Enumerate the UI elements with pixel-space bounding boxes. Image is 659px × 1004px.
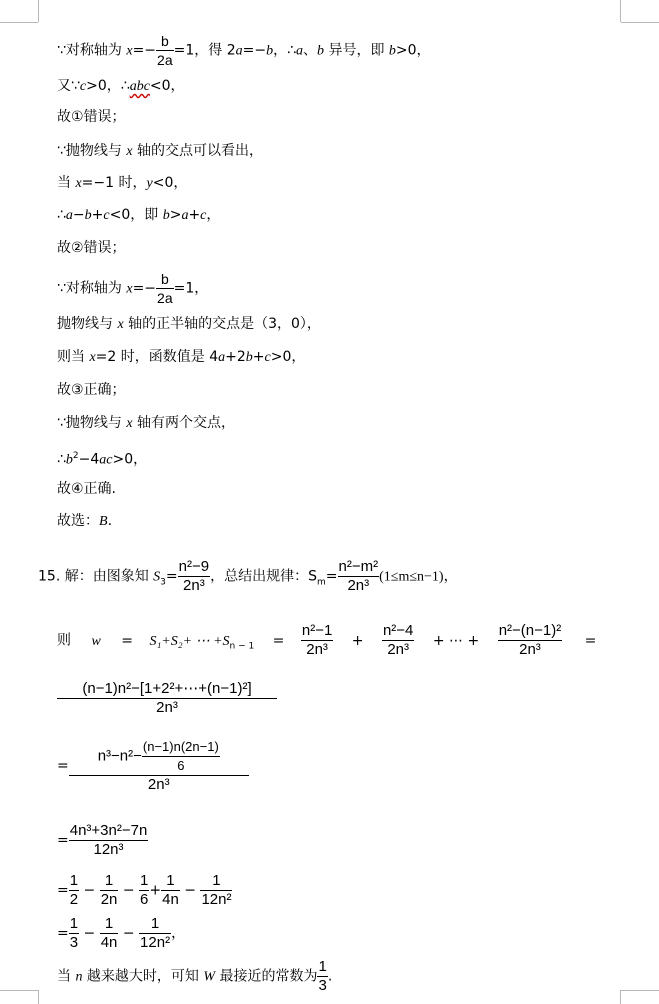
solution-line: ∵抛物线与 x 轴的交点可以看出，: [57, 143, 264, 159]
fraction: $\frac{\text{n²−(n−1)²}}{\text{2n³}}$: [498, 622, 562, 658]
crop-mark: [620, 990, 621, 1004]
fraction: $\frac{\text{n²−1}}{\text{2n³}}$: [301, 622, 333, 658]
problem-15-line: [57, 680, 277, 717]
crop-mark: [38, 0, 39, 22]
problem-15-line: = $\frac{1}{3}$ − $\frac{1}{4n}$ − $\frac{1}{\text{12n²}}$ ，: [57, 915, 186, 951]
fraction: $\frac{1}{\text{12n²}}$: [140, 915, 171, 951]
fraction: $\frac{\text{n²−4}}{\text{2n³}}$: [382, 622, 414, 658]
fraction: $\frac{\text{4n³+3n²−7n}}{\text{12n³}}$: [69, 822, 148, 858]
solution-line: 故②错误；: [57, 240, 126, 256]
fraction: $\frac{\text{n²−9}}{\text{2n³}}$: [178, 558, 210, 594]
solution-line: 又∵c>0，∴abc<0，: [57, 78, 185, 94]
fraction: $\frac{1}{\text{12n²}}$: [201, 872, 232, 908]
fraction: $\frac{b}{2a}$: [157, 271, 173, 306]
fraction: $\frac{(n-1)n(2n-1)}{6}$: [142, 739, 219, 773]
crop-mark: [621, 990, 659, 991]
fraction: $\frac{\text{n²−m²}}{\text{2n³}}$: [338, 558, 379, 594]
crop-mark: [620, 0, 621, 22]
solution-line: 则当 x=2 时，函数值是 4a+2b+c>0，: [57, 349, 306, 365]
problem-15-line: 15. 解：由图象知 $S_3=$ $\frac{\text{n²−9}}{\text{2n³}}$ ，总结出规律：$S_m=$ $\frac{\text{n²−m²}}{\text{2n³}}$ (1≤m≤n−1)，: [38, 558, 458, 594]
fraction: $\frac{1}{4n}$: [162, 872, 179, 908]
solution-line: $\therefore b^2-4ac>0$，: [57, 451, 148, 468]
fraction: $\frac{1}{3}$: [69, 915, 79, 951]
fraction: $\frac{1}{3}$: [318, 958, 327, 994]
solution-line: 故③正确；: [57, 382, 126, 398]
solution-line: ∵对称轴为 x=− $\frac{b}{2a}$ =1，: [57, 271, 209, 306]
fraction: $\frac{1}{6}$: [140, 872, 149, 908]
problem-15-line: = $\frac{\text{4n³+3n²−7n}}{\text{12n³}}$: [57, 822, 148, 858]
crop-mark: [0, 22, 38, 23]
fraction: $\frac{1}{2n}$: [100, 872, 118, 908]
fraction: $\frac{\text{(n−1)n²−[1+2²+⋯+(n−1)²]}}{\text{2n³}}$: [57, 680, 277, 717]
solution-line: ∵抛物线与 x 轴有两个交点，: [57, 415, 236, 431]
fraction: $\frac{1}{2}$: [69, 872, 79, 908]
fraction: $\frac{b}{2a}$: [157, 33, 173, 68]
solution-line: 故①错误；: [57, 109, 126, 125]
crop-mark: [0, 990, 38, 991]
solution-line: ∵对称轴为 x=− $\frac{b}{2a}$ =1，得 2a=−b，∴a、b 异号，即 b>0，: [57, 33, 431, 68]
solution-line: ∴a−b+c<0，即 b>a+c，: [57, 207, 221, 223]
fraction: n³−n²− $\frac{(n-1)n(2n-1)}{6}$ 2n³: [69, 738, 249, 794]
problem-15-line: 则 w = S₁+S₂+ ⋯ $+S_{n - 1}$ = $\frac{\text{n²−1}}{\text{2n³}}$ + $\frac{\text{n²−4}}{\text{2n³}}$ + ⋯ + $\frac{\text{n²−(n−1)²}}{\text{2n³}}$ =: [57, 622, 597, 658]
solution-line: 故④正确.: [57, 481, 117, 497]
problem-15-line: 当 n 越来越大时，可知 W 最接近的常数为 $\frac{1}{3}$ .: [57, 958, 333, 994]
fraction: $\frac{1}{4n}$: [100, 915, 118, 951]
solution-line: 故选：B.: [57, 513, 113, 529]
solution-line: 抛物线与 x 轴的正半轴的交点是（3，0），: [57, 316, 321, 332]
crop-mark: [621, 22, 659, 23]
crop-mark: [38, 990, 39, 1004]
solution-line: 当 x=−1 时，y<0，: [57, 175, 188, 191]
problem-15-line: = n³−n²− $\frac{(n-1)n(2n-1)}{6}$ 2n³: [57, 738, 249, 794]
problem-15-line: = $\frac{1}{2}$ − $\frac{1}{2n}$ − $\frac{1}{6}$ + $\frac{1}{4n}$ − $\frac{1}{\text{12n²}}$: [57, 872, 232, 908]
